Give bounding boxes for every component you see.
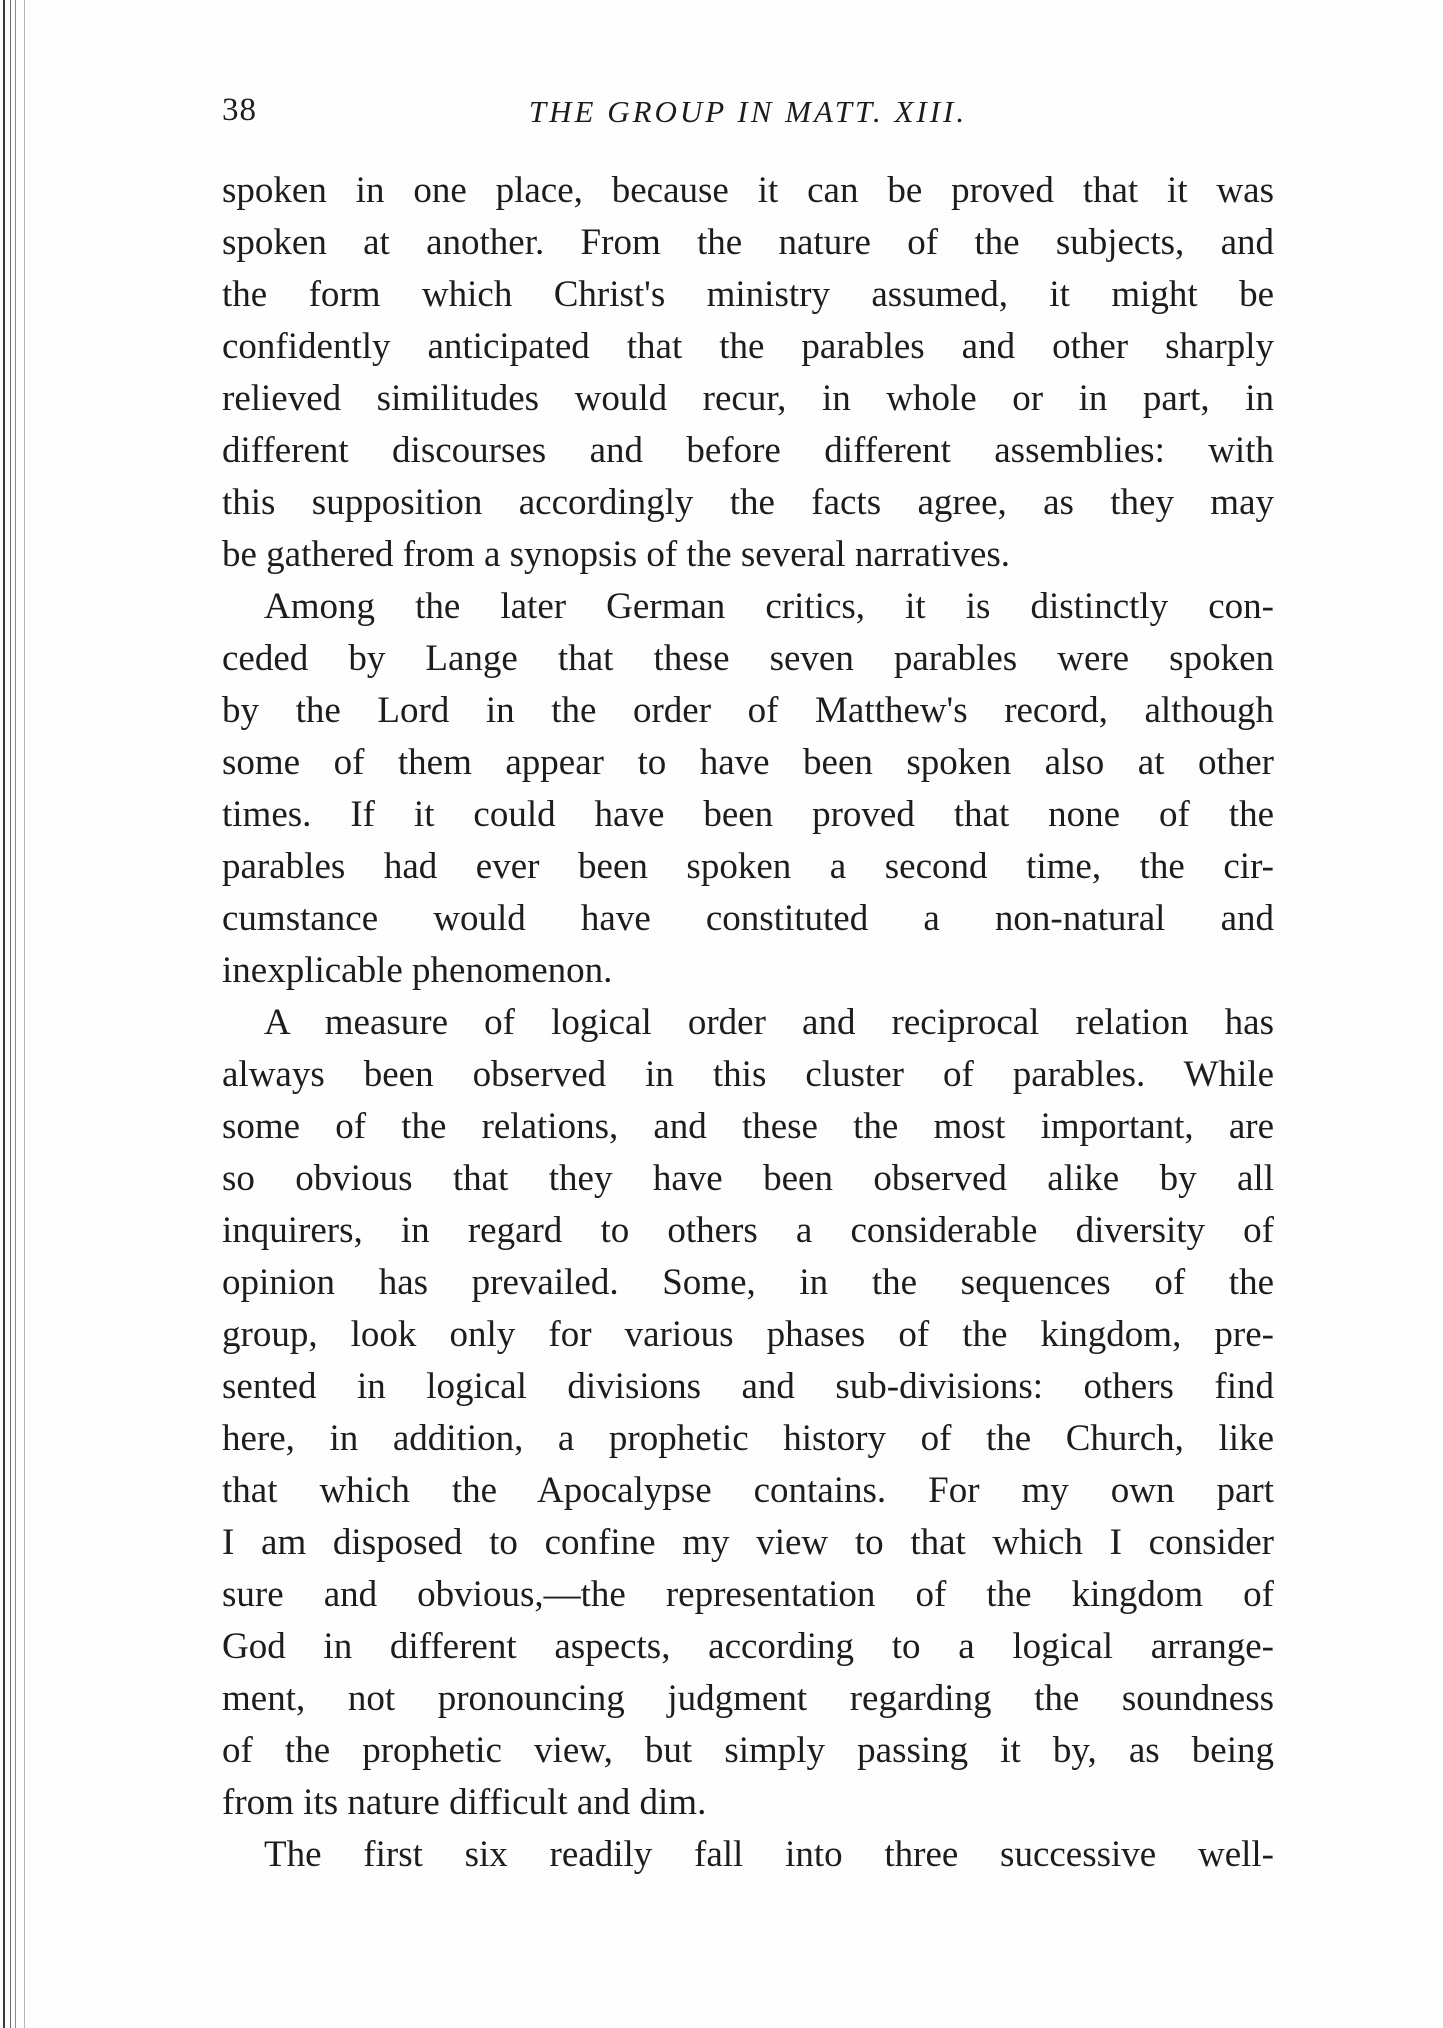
text-line: inquirers, in regard to others a considerable diversity of [222,1210,1274,1251]
text-line: sure and obvious,—the representation of the kingdom of [222,1574,1274,1615]
paragraph [222,165,1274,581]
text-line: some of them appear to have been spoken also at other [222,742,1274,783]
text-line: inexplicable phenomenon. [222,950,613,991]
text-line: A measure of logical order and reciprocal relation has [264,1002,1274,1043]
text-line: sented in logical divisions and sub-divisions: others find [222,1366,1274,1407]
running-head-title: THE GROUP IN MATT. XIII. [528,94,968,129]
text-line: here, in addition, a prophetic history of the Church, like [222,1418,1274,1459]
text-line: opinion has prevailed. Some, in the sequences of the [222,1262,1274,1303]
text-line: parables had ever been spoken a second time, the cir- [222,846,1274,887]
text-line: times. If it could have been proved that none of the [222,794,1274,835]
text-line: cumstance would have constituted a non-natural and [222,898,1274,939]
text-line: that which the Apocalypse contains. For my own part [222,1470,1274,1511]
text-line: relieved similitudes would recur, in whole or in part, in [222,378,1274,419]
text-line: God in different aspects, according to a logical arrange- [222,1626,1274,1667]
text-line: so obvious that they have been observed alike by all [222,1158,1274,1199]
text-line: ment, not pronouncing judgment regarding the soundness [222,1678,1274,1719]
binding-edge-line [24,0,25,2028]
text-line: I am disposed to confine my view to that which I consider [222,1522,1274,1563]
text-line: always been observed in this cluster of parables. While [222,1054,1274,1095]
text-line: group, look only for various phases of the kingdom, pre- [222,1314,1274,1355]
paragraph [222,997,1274,1829]
binding-edge-line [3,0,5,2028]
binding-edge-line [10,0,11,2028]
text-line: the form which Christ's ministry assumed, it might be [222,274,1274,315]
page-number: 38 [222,92,257,128]
text-line: by the Lord in the order of Matthew's record, although [222,690,1274,731]
text-line: spoken in one place, because it can be proved that it was [222,170,1274,211]
text-line: spoken at another. From the nature of the subjects, and [222,222,1274,263]
running-head [222,92,1274,138]
paragraph [222,581,1274,997]
text-line: confidently anticipated that the parables and other sharply [222,326,1274,367]
text-line: The first six readily fall into three successive well- [264,1834,1274,1875]
text-line: of the prophetic view, but simply passing it by, as being [222,1730,1274,1771]
text-line: be gathered from a synopsis of the several narratives. [222,534,1011,575]
text-line: some of the relations, and these the most important, are [222,1106,1274,1147]
body-text [222,165,1274,1881]
binding-edge-line [15,0,16,2028]
text-line: Among the later German critics, it is distinctly con- [264,586,1274,627]
text-line: different discourses and before different assemblies: with [222,430,1274,471]
text-line: from its nature difficult and dim. [222,1782,707,1823]
text-line: ceded by Lange that these seven parables were spoken [222,638,1274,679]
paragraph [222,1829,1274,1881]
text-line: this supposition accordingly the facts agree, as they may [222,482,1274,523]
